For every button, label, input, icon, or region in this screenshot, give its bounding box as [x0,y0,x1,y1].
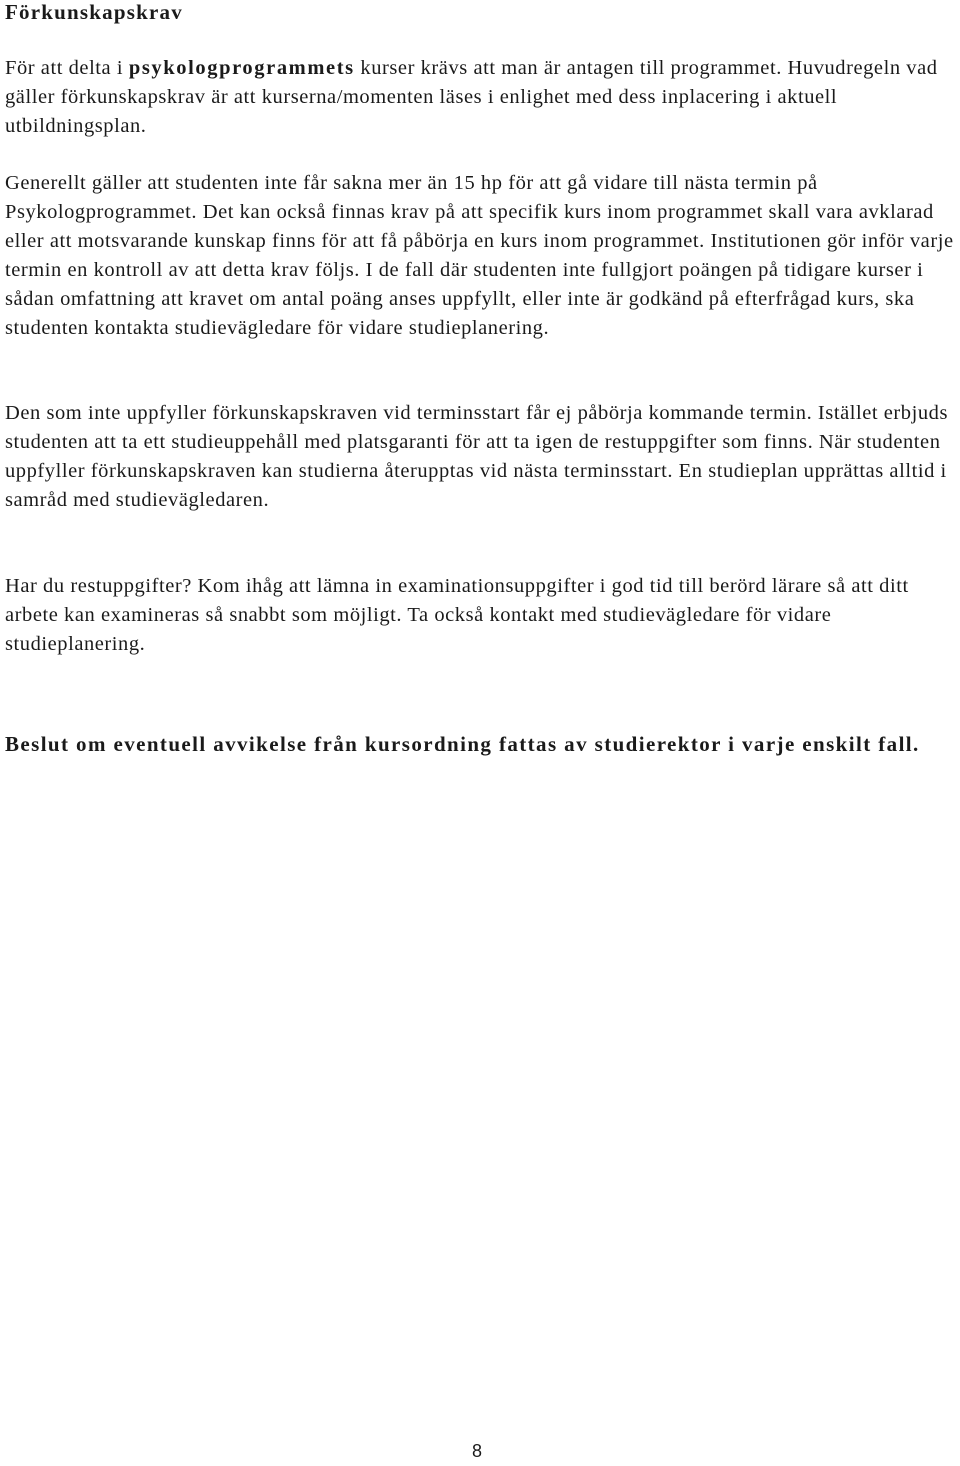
document-page [5,0,955,756]
paragraph-credit-requirements: Generellt gäller att studenten inte får sakna mer än 15 hp för att gå vidare till nästa termin på Psykologprogrammet. Det kan också finnas krav på att specifik kurs inom programmet skall vara avklarad eller att motsvarande kunskap finns för att få påbörja en kurs inom programmet. Institutionen gör inför varje termin en kontroll av att detta krav följs. I de fall där studenten inte fullgjort poängen på tidigare kurser i sådan omfattning att kravet om antal poäng anses uppfyllt, eller inte är godkänd på efterfrågad kurs, ska studenten kontakta studievägledare för vidare studieplanering. [5,172,954,339]
decision-note: Beslut om eventuell avvikelse från kursordning fattas av studierektor i varje enskilt fall. [5,732,920,756]
paragraph-admission-rest: kurser krävs att man är antagen till programmet. Huvudregeln vad gäller förkunskapskrav är att kurserna/momenten läses i enlighet med dess inplacering i aktuell utbildningsplan. [5,57,938,137]
paragraph-remaining-tasks: Har du restuppgifter? Kom ihåg att lämna in examinationsuppgifter i god tid till berörd lärare så att ditt arbete kan examineras så snabbt som möjligt. Ta också kontakt med studievägledare för vidare studieplanering. [5,575,909,655]
paragraph-admission-lead: För att delta i [5,57,129,79]
paragraph-admission [5,54,955,141]
page-number: 8 [472,1441,483,1461]
program-name-bold: psykologprogrammets [128,57,355,79]
section-heading: Förkunskapskrav [5,0,183,24]
paragraph-study-break: Den som inte uppfyller förkunskapskraven vid terminsstart får ej påbörja kommande termin. Istället erbjuds studenten att ta ett studieuppehåll med platsgaranti för att ta igen de restuppgifter som finns. När studenten uppfyller förkunskapskraven kan studierna återupptas vid nästa terminsstart. En studieplan upprättas alltid i samråd med studievägledaren. [5,402,948,511]
